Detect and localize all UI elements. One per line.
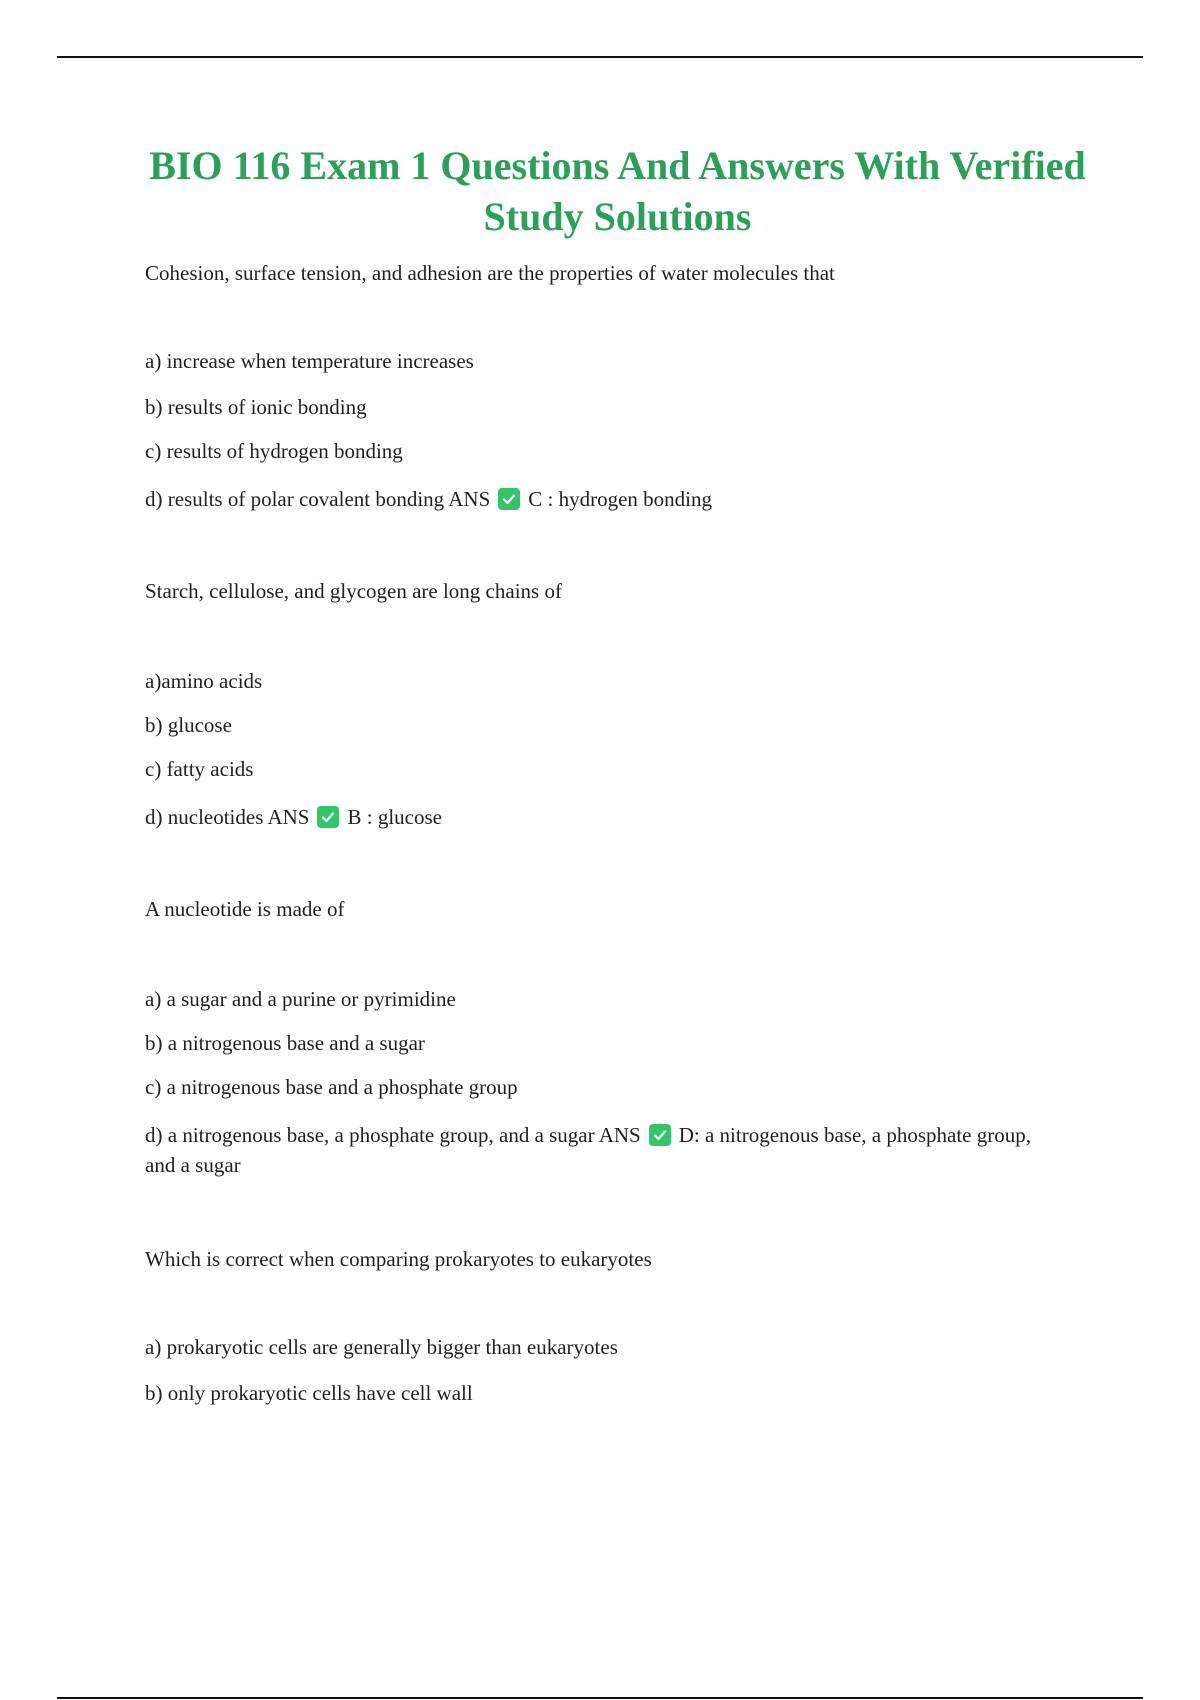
question-1-option-c: c) results of hydrogen bonding <box>145 439 403 463</box>
question-2-option-a: a)amino acids <box>145 669 263 693</box>
question-3-option-d-row <box>145 1120 1065 1180</box>
question-1-option-d: d) results of polar covalent bonding ANS <box>145 487 491 511</box>
question-1-option-a: a) increase when temperature increases <box>145 349 474 373</box>
question-1-answer: C : hydrogen bonding <box>528 487 713 511</box>
question-3-prompt: A nucleotide is made of <box>145 897 345 921</box>
question-2-option-c: c) fatty acids <box>145 757 254 781</box>
question-3-option-a: a) a sugar and a purine or pyrimidine <box>145 987 456 1011</box>
top-rule <box>57 56 1143 58</box>
question-1-option-b: b) results of ionic bonding <box>145 395 367 419</box>
question-1-prompt: Cohesion, surface tension, and adhesion are the properties of water molecules that <box>145 261 835 285</box>
document-title: BIO 116 Exam 1 Questions And Answers With Verified Study Solutions <box>149 143 1086 239</box>
green-checkmark-icon <box>498 488 520 510</box>
green-checkmark-icon <box>649 1124 671 1146</box>
question-2-option-d: d) nucleotides ANS <box>145 805 310 829</box>
question-4-option-b: b) only prokaryotic cells have cell wall <box>145 1381 473 1405</box>
green-checkmark-icon <box>317 806 339 828</box>
question-3-option-d: d) a nitrogenous base, a phosphate group, and a sugar ANS <box>145 1123 641 1147</box>
bottom-rule <box>57 1697 1143 1699</box>
question-4-prompt: Which is correct when comparing prokaryotes to eukaryotes <box>145 1247 652 1271</box>
question-3-answer: D: a nitrogenous base, a phosphate group, and a sugar <box>145 1123 1031 1177</box>
question-3-option-c: c) a nitrogenous base and a phosphate group <box>145 1075 518 1099</box>
question-4-option-a: a) prokaryotic cells are generally bigger than eukaryotes <box>145 1335 618 1359</box>
question-1-option-d-row <box>145 484 1065 514</box>
question-3-option-b: b) a nitrogenous base and a sugar <box>145 1031 425 1055</box>
question-2-answer: B : glucose <box>347 805 442 829</box>
question-2-option-b: b) glucose <box>145 713 232 737</box>
question-2-prompt: Starch, cellulose, and glycogen are long chains of <box>145 579 562 603</box>
question-2-option-d-row <box>145 802 1065 832</box>
